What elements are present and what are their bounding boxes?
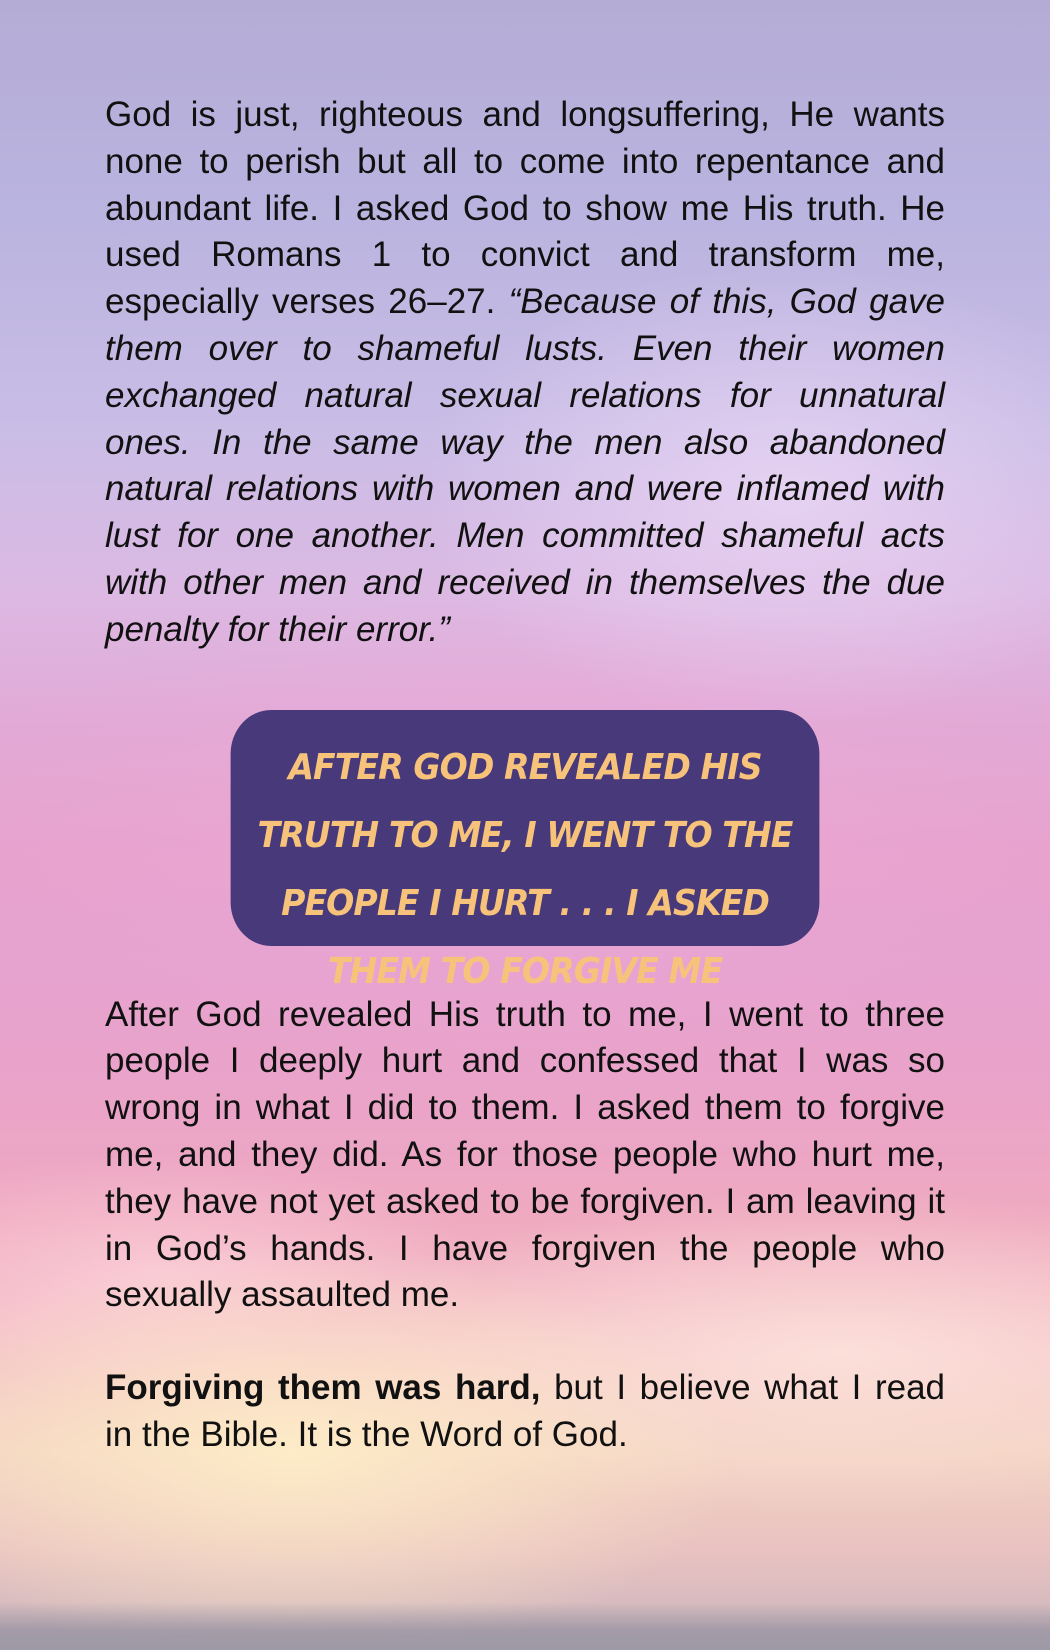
pull-quote-text: AFTER GOD REVEALED HIS TRUTH TO ME, I WENT TO THE PEOPLE I HURT . . . I ASKED THEM TO FORGIVE ME [257,746,793,992]
page-content [105,92,945,1459]
romans-quote: “Because of this, God gave them over to shameful lusts. Even their women exchanged natural sexual relations for unnatural ones. In the same way the men also abandoned natural relations with women and were inflamed with lust for one another. Men committed shameful acts with other men and received in themselves the due penalty for their error.” [105,282,946,649]
paragraph-word-of-god-text: but I believe what I read in the Bible. It is the Word of God. [105,1368,945,1454]
paragraph-word-of-god [105,1365,945,1459]
paragraph-forgiveness: After God revealed His truth to me, I went to three people I deeply hurt and confessed that I was so wrong in what I did to them. I asked them to forgive me, and they did. As for those people who hurt me, they have not yet asked to be forgiven. I am leaving it in God’s hands. I have forgiven the people who sexually assaulted me. [105,994,945,1315]
bottom-band [0,1602,1050,1650]
paragraph-bold-lead: Forgiving them was hard, [105,1368,541,1408]
paragraph-romans [105,92,945,654]
pull-quote-callout [231,710,820,992]
paragraph-romans-text: God is just, righteous and longsuffering, He wants none to perish but all to come into repentance and abundant life. I asked God to show me His truth. He used Romans 1 to convict and transform me, especially verses 26–27. [105,95,945,322]
